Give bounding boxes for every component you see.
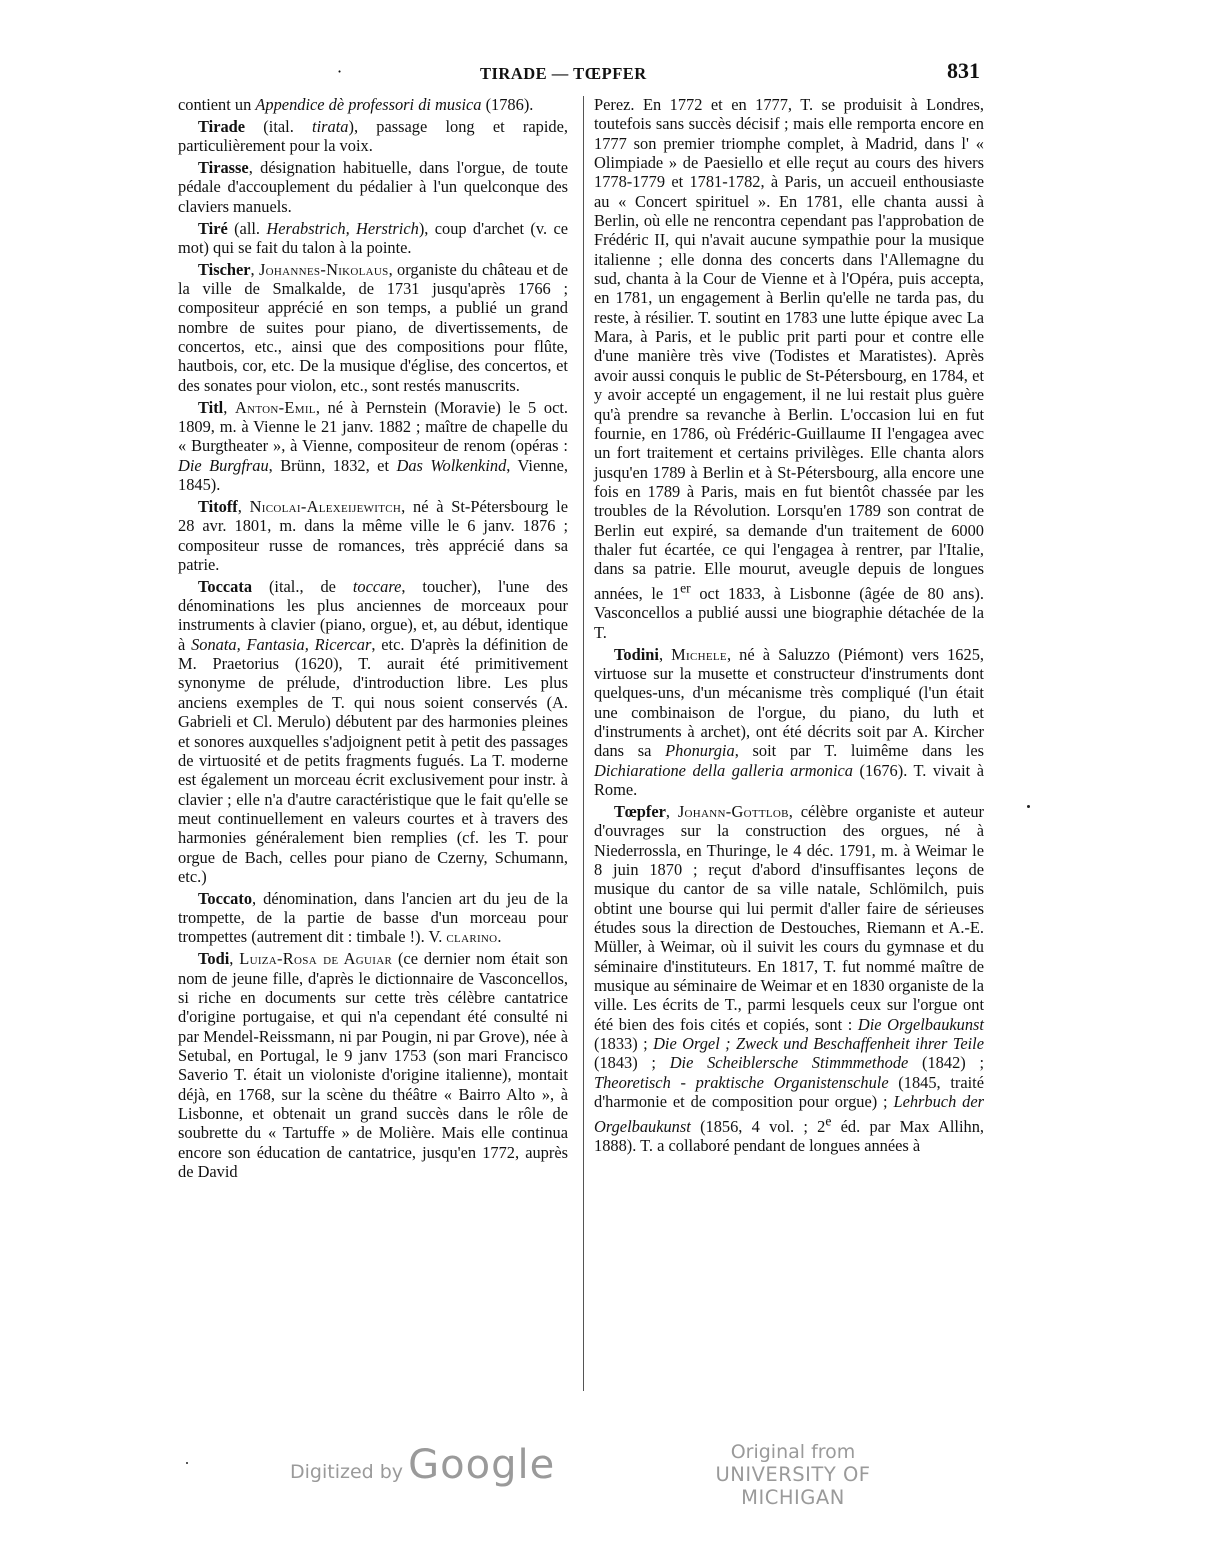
entry-text: , désignation habituelle, dans l'orgue, de toute pédale d'accouplement du pédalier à l'un quelconque des claviers manuels. [178,158,568,216]
entry-text: , Anton-Emil, né à Pernstein (Moravie) le 5 oct. 1809, m. à Vienne le 21 janv. 1882 ; maître de chapelle du « Burgtheater », à Vienne, compositeur de renom (opéras : Die Burgfrau, Brünn, 1832, et Das Wolkenkind, Vienne, 1845). [178,397,568,495]
dictionary-entry [594,645,984,800]
entry-text: (ital., de toccare, toucher), l'une des dénominations les plus anciennes de morceaux pour instruments à clavier (piano, orgue), et, au début, identique à Sonata, Fantasia, Ricercar, etc. D'après la définition de M. Praetorius (1620), T. aurait été primitivement synonyme de prélude, d'introduction libre. Les plus anciens exemples de T. qui nous soient conservés (A. Gabrieli et Cl. Merulo) débutent par des harmonies pleines et sonores auxquelles s'adjoignent petit à petit des passages de virtuosité et de petits fragments fugués. La T. moderne est également un morceau écrit exclusivement pour instr. à clavier ; elle n'a d'autre caractéristique que le fait qu'elle se meut continuellement en valeurs courtes et à travers des harmonies généralement bien remplies (cf. les T. pour orgue de Bach, celles pour piano de Czerny, Schumann, etc.) [178,576,568,886]
entry-text: , Nicolai-Alexeijewitch, né à St-Pétersbourg le 28 avr. 1801, m. dans la même ville le 6 janv. 1876 ; compositeur russe de romances, très apprécié dans sa patrie. [178,496,568,574]
institution-watermark [668,1441,918,1509]
entry-headword: Titoff [198,496,238,516]
entry-text: , dénomination, dans l'ancien art du jeu de la trompette, de la partie de basse d'un morceau pour trompettes (autrement dit : timbale !). V. clarino. [178,888,568,947]
dictionary-entry [178,117,568,156]
entry-text: , Luiza-Rosa de Aguiar (ce dernier nom était son nom de jeune fille, d'après le dictionnaire de Vasconcellos, si riche en documents sur cette très célèbre cantatrice d'origine portugaise, et qui n'a cependant été consulté ni par Mendel-Reissmann, ni par Pougin, ni par Grove), née à Setubal, en Portugal, le 9 janv 1753 (son mari Francisco Saverio T. était un violoniste d'origine italienne), montait déjà, en 1768, sur la scène du théâtre « Bairro Alto », à Lisbonne, et obtenait un grand succès dans le rôle de soubrette du « Tartuffe » de Molière. Mais elle continua encore son éducation de cantatrice, jusqu'en 1772, auprès de David [178,949,568,1182]
entry-text: , Johann-Gottlob, célèbre organiste et auteur d'ouvrages sur la construction des orgues, né à Niederrossla, en Thuringe, le 4 déc. 1791, m. à Weimar le 8 juin 1870 ; reçut d'abord d'insuffisantes leçons de musique du cantor de sa ville natale, Schlömilch, puis obtint une bourse qui lui permit d'aller faire de sérieuses études sous la direction de Destouches, Riemann et A.-E. Müller, à Weimar, où il suivit les cours du gymnase et du séminaire d'instituteurs. En 1817, T. fut nommé maître de musique au séminaire de Weimar et en 1830 organiste de la ville. Les écrits de T., parmi lesquels ceux sur l'orgue ont été bien des fois cités et copiés, sont : Die Orgelbaukunst (1833) ; Die Orgel ; Zweck und Beschaffenheit ihrer Teile (1843) ; Die Scheiblersche Stimmmethode (1842) ; Theoretisch - praktische Organistenschule (1845, traité d'harmonie et de composition pour orgue) ; Lehrbuch der Orgelbaukunst (1856, 4 vol. ; 2e éd. par Max Allihn, 1888). T. a collaboré pendant de longues années à [594,801,985,1156]
entry-headword: Tischer [198,259,251,279]
dictionary-entry [178,889,568,947]
entry-headword: Toccata [198,576,253,596]
entry-headword: Tirade [198,116,246,136]
running-title: TIRADE — TŒPFER [480,64,647,83]
entry-text: Perez. En 1772 et en 1777, T. se produisit à Londres, toutefois sans succès décisif ; mais elle remporta encore en 1777 son premier triomphe complet, à Madrid, dans l' « Olimpiade » de Paesiello et elle reçut au cours des hivers 1778-1779 et 1781-1782, à Paris, un accueil enthousiaste au « Concert spirituel ». En 1781, elle chanta aussi à Berlin, où elle ne rencontra cependant pas l'approbation de Frédéric II, qui n'avait aucune sympathie pour la musique italienne ; elle donna des concerts dans l'Allemagne du sud, chanta à la Cour de Vienne et à l'Opéra, puis accepta, en 1781, un engagement à Berlin qu'elle ne tarda pas, du reste, à résilier. T. soutint en 1783 une lutte épique avec La Mara, à Paris, et le public prit parti pour et contre elle d'une manière très vive (Todistes et Maratistes). Après avoir aussi conquis le public de St-Pétersbourg, en 1784, et y avoir accepté un engagement, il ne lui restait plus guère qu'à prendre sa revanche à Berlin. L'occasion lui en fut fournie, en 1786, où Frédéric-Guillaume II l'engagea avec un fort traitement et certains privilèges. Elle chanta alors jusqu'en 1789 à Berlin et à St-Pétersbourg, alla encore une fois en 1789 à Paris, mais en fut bientôt chassée par les troubles de la Révolution. Lorsqu'en 1789 son contrat de Berlin eut expiré, sa demande d'un traitement de 6000 thaler fut écartée, ce qui l'engagea à rentrer, par l'Italie, dans sa patrie. Elle mourut, aveugle depuis de longues années, le 1er oct 1833, à Lisbonne (âgée de 80 ans). Vasconcellos a publié aussi une biographie détachée de la T. [594,95,984,642]
header-speck: · [337,62,343,81]
dictionary-entry [178,219,568,258]
right-column [594,95,984,1158]
entry-headword: Tœpfer [614,801,666,821]
column-divider [583,96,584,1391]
entry-text: , Michele, né à Saluzzo (Piémont) vers 1625, virtuose sur la musette et constructeur d'instruments dont quelques-uns, d'un mécanisme très compliqué (l'un était une combinaison de l'orgue, du piano, du luth et d'instruments à archet), ont été décrits soit par A. Kircher dans sa Phonurgia, soit par T. luimême dans les Dichiaratione della galleria armonica (1676). T. vivait à Rome. [594,644,985,799]
dictionary-entry [178,577,568,887]
dictionary-entry [178,497,568,574]
page-number: 831 [947,58,980,83]
entry-headword: Todini [614,644,659,664]
margin-speck [1027,805,1030,808]
institution-name: UNIVERSITY OF MICHIGAN [715,1463,871,1509]
continued-paragraph [594,95,984,642]
entry-headword: Todi [198,949,230,969]
entry-text: , Johannes-Nikolaus, organiste du château et de la ville de Smalkalde, de 1731 jusqu'après 1766 ; compositeur apprécié en son temps, a publié un grand nombre de suites pour piano, de divertissements, de concertos, etc., ainsi que des compositions pour flûte, hautbois, cor, etc. De la musique d'église, des concertos, et des sonates pour violon, etc., sont restés manuscrits. [178,259,568,395]
continued-paragraph [178,95,568,114]
margin-speck [186,1462,188,1464]
google-digitized-watermark [290,1442,555,1488]
dictionary-entry [178,398,568,495]
entry-text: contient un Appendice dè professori di musica (1786). [178,95,534,114]
digitized-by-label: Digitized by [290,1461,404,1483]
dictionary-entry [178,949,568,1181]
entry-headword: Tiré [198,218,228,238]
entry-text: (ital. tirata), passage long et rapide, particulièrement pour la voix. [178,116,568,156]
entry-headword: Titl [198,397,224,417]
dictionary-entry [178,158,568,216]
entry-text: (all. Herabstrich, Herstrich), coup d'archet (v. ce mot) qui se fait du talon à la pointe. [178,218,568,257]
dictionary-entry [594,802,984,1156]
left-column [178,95,568,1184]
original-from-label: Original from [730,1441,856,1463]
running-header [180,58,980,88]
google-logo-text: Google [408,1442,556,1488]
entry-headword: Tirasse [198,158,249,178]
entry-headword: Toccato [198,888,253,908]
dictionary-entry [178,260,568,395]
